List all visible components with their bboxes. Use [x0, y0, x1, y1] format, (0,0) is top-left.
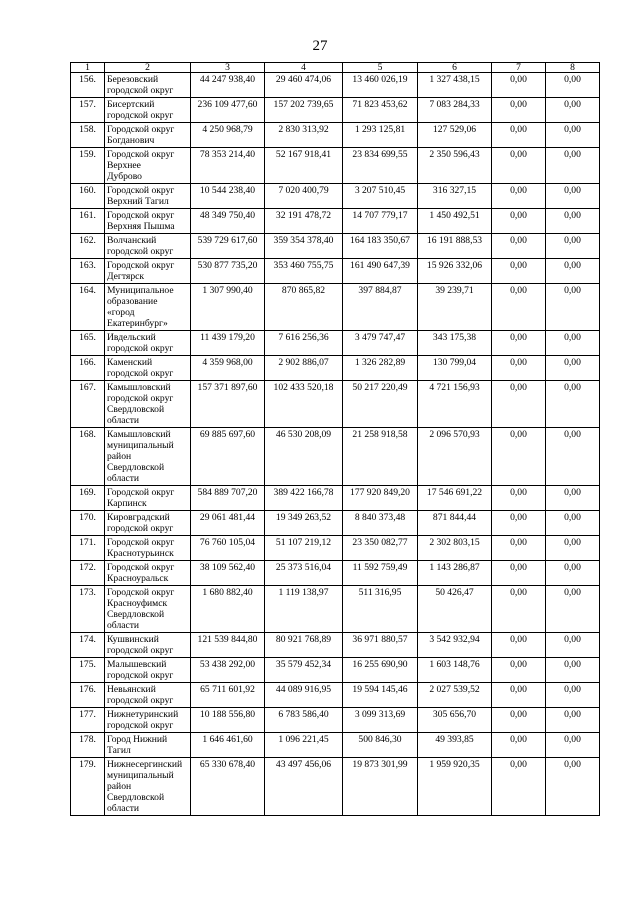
value-col-5: 23 350 082,77: [343, 536, 418, 561]
value-col-5: 3 207 510,45: [343, 184, 418, 209]
value-col-8: 0,00: [546, 683, 600, 708]
value-col-3: 65 711 601,92: [191, 683, 265, 708]
table-row: [71, 184, 600, 209]
table-row: [71, 98, 600, 123]
value-col-7: 0,00: [492, 486, 546, 511]
value-col-4: 7 020 400,79: [265, 184, 343, 209]
value-col-6: 1 327 438,15: [418, 73, 492, 98]
table-row: [71, 536, 600, 561]
table-row: [71, 73, 600, 98]
column-header: 2: [105, 63, 191, 73]
value-col-3: 76 760 105,04: [191, 536, 265, 561]
value-col-3: 11 439 179,20: [191, 331, 265, 356]
value-col-4: 102 433 520,18: [265, 381, 343, 428]
value-col-4: 80 921 768,89: [265, 633, 343, 658]
value-col-6: 4 721 156,93: [418, 381, 492, 428]
value-col-4: 19 349 263,52: [265, 511, 343, 536]
row-number: 162.: [71, 234, 105, 259]
row-number: 165.: [71, 331, 105, 356]
value-col-6: 2 096 570,93: [418, 428, 492, 486]
value-col-8: 0,00: [546, 658, 600, 683]
municipality-name: Камышловский городской округ Свердловской области: [105, 381, 191, 428]
municipality-name: Ивдельский городской округ: [105, 331, 191, 356]
value-col-8: 0,00: [546, 284, 600, 331]
value-col-7: 0,00: [492, 148, 546, 184]
value-col-8: 0,00: [546, 234, 600, 259]
value-col-6: 1 959 920,35: [418, 758, 492, 816]
value-col-5: 11 592 759,49: [343, 561, 418, 586]
value-col-6: 130 799,04: [418, 356, 492, 381]
municipality-name: Нижнесергинский муниципальный район Свердловской области: [105, 758, 191, 816]
row-number: 163.: [71, 259, 105, 284]
value-col-4: 6 783 586,40: [265, 708, 343, 733]
value-col-3: 121 539 844,80: [191, 633, 265, 658]
value-col-5: 161 490 647,39: [343, 259, 418, 284]
value-col-4: 32 191 478,72: [265, 209, 343, 234]
row-number: 160.: [71, 184, 105, 209]
value-col-8: 0,00: [546, 708, 600, 733]
value-col-8: 0,00: [546, 184, 600, 209]
value-col-5: 14 707 779,17: [343, 209, 418, 234]
value-col-3: 584 889 707,20: [191, 486, 265, 511]
value-col-4: 29 460 474,06: [265, 73, 343, 98]
value-col-4: 35 579 452,34: [265, 658, 343, 683]
value-col-8: 0,00: [546, 758, 600, 816]
municipality-name: Бисертский городской округ: [105, 98, 191, 123]
value-col-3: 539 729 617,60: [191, 234, 265, 259]
table-row: [71, 356, 600, 381]
row-number: 174.: [71, 633, 105, 658]
column-header: 3: [191, 63, 265, 73]
row-number: 173.: [71, 586, 105, 633]
column-header: 8: [546, 63, 600, 73]
value-col-4: 157 202 739,65: [265, 98, 343, 123]
value-col-6: 3 542 932,94: [418, 633, 492, 658]
column-header: 4: [265, 63, 343, 73]
value-col-4: 359 354 378,40: [265, 234, 343, 259]
value-col-7: 0,00: [492, 758, 546, 816]
value-col-4: 43 497 456,06: [265, 758, 343, 816]
data-table: [70, 62, 600, 816]
value-col-7: 0,00: [492, 683, 546, 708]
table-row: [71, 331, 600, 356]
value-col-8: 0,00: [546, 123, 600, 148]
value-col-5: 21 258 918,58: [343, 428, 418, 486]
column-header: 6: [418, 63, 492, 73]
value-col-7: 0,00: [492, 331, 546, 356]
value-col-5: 500 846,30: [343, 733, 418, 758]
table-row: [71, 758, 600, 816]
value-col-8: 0,00: [546, 561, 600, 586]
value-col-6: 1 603 148,76: [418, 658, 492, 683]
value-col-5: 1 326 282,89: [343, 356, 418, 381]
row-number: 157.: [71, 98, 105, 123]
table-row: [71, 428, 600, 486]
value-col-7: 0,00: [492, 234, 546, 259]
value-col-4: 1 096 221,45: [265, 733, 343, 758]
value-col-3: 1 307 990,40: [191, 284, 265, 331]
municipality-name: Городской округ Красноуральск: [105, 561, 191, 586]
value-col-6: 871 844,44: [418, 511, 492, 536]
value-col-6: 127 529,06: [418, 123, 492, 148]
value-col-7: 0,00: [492, 536, 546, 561]
value-col-8: 0,00: [546, 428, 600, 486]
column-header: 7: [492, 63, 546, 73]
table-row: [71, 633, 600, 658]
value-col-3: 78 353 214,40: [191, 148, 265, 184]
value-col-5: 8 840 373,48: [343, 511, 418, 536]
row-number: 161.: [71, 209, 105, 234]
table-row: [71, 259, 600, 284]
value-col-8: 0,00: [546, 536, 600, 561]
row-number: 171.: [71, 536, 105, 561]
table-row: [71, 561, 600, 586]
value-col-8: 0,00: [546, 733, 600, 758]
table-row: [71, 658, 600, 683]
row-number: 175.: [71, 658, 105, 683]
value-col-5: 23 834 699,55: [343, 148, 418, 184]
value-col-5: 397 884,87: [343, 284, 418, 331]
page-number: 27: [312, 38, 328, 54]
value-col-4: 25 373 516,04: [265, 561, 343, 586]
value-col-4: 2 902 886,07: [265, 356, 343, 381]
municipality-name: Городской округ Карпинск: [105, 486, 191, 511]
municipality-name: Каменский городской округ: [105, 356, 191, 381]
value-col-7: 0,00: [492, 561, 546, 586]
value-col-3: 29 061 481,44: [191, 511, 265, 536]
value-col-7: 0,00: [492, 209, 546, 234]
row-number: 159.: [71, 148, 105, 184]
value-col-6: 1 143 286,87: [418, 561, 492, 586]
row-number: 176.: [71, 683, 105, 708]
value-col-3: 10 544 238,40: [191, 184, 265, 209]
table-row: [71, 586, 600, 633]
municipality-name: Город Нижний Тагил: [105, 733, 191, 758]
value-col-6: 343 175,38: [418, 331, 492, 356]
row-number: 166.: [71, 356, 105, 381]
value-col-4: 389 422 166,78: [265, 486, 343, 511]
value-col-8: 0,00: [546, 586, 600, 633]
value-col-6: 50 426,47: [418, 586, 492, 633]
municipality-name: Городской округ Богданович: [105, 123, 191, 148]
row-number: 172.: [71, 561, 105, 586]
value-col-3: 10 188 556,80: [191, 708, 265, 733]
value-col-5: 13 460 026,19: [343, 73, 418, 98]
value-col-8: 0,00: [546, 356, 600, 381]
value-col-5: 16 255 690,90: [343, 658, 418, 683]
value-col-6: 16 191 888,53: [418, 234, 492, 259]
value-col-3: 1 646 461,60: [191, 733, 265, 758]
value-col-4: 353 460 755,75: [265, 259, 343, 284]
value-col-4: 870 865,82: [265, 284, 343, 331]
value-col-7: 0,00: [492, 511, 546, 536]
value-col-4: 44 089 916,95: [265, 683, 343, 708]
row-number: 167.: [71, 381, 105, 428]
value-col-6: 2 302 803,15: [418, 536, 492, 561]
value-col-6: 305 656,70: [418, 708, 492, 733]
row-number: 169.: [71, 486, 105, 511]
value-col-5: 511 316,95: [343, 586, 418, 633]
value-col-3: 4 359 968,00: [191, 356, 265, 381]
table-row: [71, 381, 600, 428]
row-number: 156.: [71, 73, 105, 98]
value-col-7: 0,00: [492, 658, 546, 683]
value-col-8: 0,00: [546, 633, 600, 658]
row-number: 170.: [71, 511, 105, 536]
value-col-3: 236 109 477,60: [191, 98, 265, 123]
row-number: 168.: [71, 428, 105, 486]
value-col-6: 1 450 492,51: [418, 209, 492, 234]
value-col-7: 0,00: [492, 259, 546, 284]
value-col-5: 1 293 125,81: [343, 123, 418, 148]
value-col-7: 0,00: [492, 73, 546, 98]
value-col-3: 65 330 678,40: [191, 758, 265, 816]
value-col-8: 0,00: [546, 486, 600, 511]
value-col-7: 0,00: [492, 428, 546, 486]
table-row: [71, 486, 600, 511]
value-col-8: 0,00: [546, 381, 600, 428]
table-header-row: [71, 63, 600, 73]
value-col-5: 71 823 453,62: [343, 98, 418, 123]
value-col-6: 7 083 284,33: [418, 98, 492, 123]
value-col-8: 0,00: [546, 73, 600, 98]
value-col-4: 1 119 138,97: [265, 586, 343, 633]
value-col-8: 0,00: [546, 259, 600, 284]
municipality-name: Малышевский городской округ: [105, 658, 191, 683]
value-col-7: 0,00: [492, 184, 546, 209]
value-col-8: 0,00: [546, 511, 600, 536]
municipality-name: Кушвинский городской округ: [105, 633, 191, 658]
value-col-6: 39 239,71: [418, 284, 492, 331]
column-header: 5: [343, 63, 418, 73]
table-row: [71, 511, 600, 536]
municipality-name: Городской округ Верхняя Пышма: [105, 209, 191, 234]
municipality-name: Камышловский муниципальный район Свердловской области: [105, 428, 191, 486]
value-col-7: 0,00: [492, 284, 546, 331]
value-col-4: 7 616 256,36: [265, 331, 343, 356]
table-row: [71, 683, 600, 708]
value-col-3: 53 438 292,00: [191, 658, 265, 683]
value-col-8: 0,00: [546, 331, 600, 356]
value-col-8: 0,00: [546, 209, 600, 234]
table-row: [71, 123, 600, 148]
value-col-5: 3 479 747,47: [343, 331, 418, 356]
row-number: 177.: [71, 708, 105, 733]
value-col-7: 0,00: [492, 633, 546, 658]
table-row: [71, 284, 600, 331]
value-col-8: 0,00: [546, 98, 600, 123]
value-col-7: 0,00: [492, 381, 546, 428]
municipality-name: Муниципальное образование «город Екатеринбург»: [105, 284, 191, 331]
value-col-3: 48 349 750,40: [191, 209, 265, 234]
row-number: 158.: [71, 123, 105, 148]
row-number: 164.: [71, 284, 105, 331]
value-col-3: 4 250 968,79: [191, 123, 265, 148]
municipality-name: Нижнетуринский городской округ: [105, 708, 191, 733]
value-col-5: 19 594 145,46: [343, 683, 418, 708]
row-number: 179.: [71, 758, 105, 816]
value-col-3: 44 247 938,40: [191, 73, 265, 98]
column-header: 1: [71, 63, 105, 73]
municipality-name: Невьянский городской округ: [105, 683, 191, 708]
value-col-5: 50 217 220,49: [343, 381, 418, 428]
municipality-name: Городской округ Верхнее Дуброво: [105, 148, 191, 184]
value-col-7: 0,00: [492, 586, 546, 633]
table-row: [71, 209, 600, 234]
value-col-5: 19 873 301,99: [343, 758, 418, 816]
value-col-3: 157 371 897,60: [191, 381, 265, 428]
value-col-7: 0,00: [492, 356, 546, 381]
value-col-5: 36 971 880,57: [343, 633, 418, 658]
value-col-4: 51 107 219,12: [265, 536, 343, 561]
value-col-4: 2 830 313,92: [265, 123, 343, 148]
municipality-name: Городской округ Красноуфимск Свердловской области: [105, 586, 191, 633]
value-col-8: 0,00: [546, 148, 600, 184]
value-col-3: 530 877 735,20: [191, 259, 265, 284]
municipality-name: Кировградский городской округ: [105, 511, 191, 536]
value-col-7: 0,00: [492, 123, 546, 148]
value-col-6: 316 327,15: [418, 184, 492, 209]
value-col-7: 0,00: [492, 733, 546, 758]
value-col-5: 177 920 849,20: [343, 486, 418, 511]
value-col-4: 46 530 208,09: [265, 428, 343, 486]
value-col-6: 2 027 539,52: [418, 683, 492, 708]
table-row: [71, 148, 600, 184]
value-col-4: 52 167 918,41: [265, 148, 343, 184]
value-col-6: 15 926 332,06: [418, 259, 492, 284]
municipality-name: Волчанский городской округ: [105, 234, 191, 259]
value-col-6: 49 393,85: [418, 733, 492, 758]
table-row: [71, 234, 600, 259]
value-col-3: 1 680 882,40: [191, 586, 265, 633]
municipality-name: Городской округ Верхний Тагил: [105, 184, 191, 209]
value-col-6: 2 350 596,43: [418, 148, 492, 184]
value-col-6: 17 546 691,22: [418, 486, 492, 511]
value-col-7: 0,00: [492, 708, 546, 733]
municipality-name: Городской округ Краснотурьинск: [105, 536, 191, 561]
value-col-3: 38 109 562,40: [191, 561, 265, 586]
value-col-3: 69 885 697,60: [191, 428, 265, 486]
value-col-5: 3 099 313,69: [343, 708, 418, 733]
municipality-name: Городской округ Дегтярск: [105, 259, 191, 284]
value-col-5: 164 183 350,67: [343, 234, 418, 259]
table-row: [71, 733, 600, 758]
table-row: [71, 708, 600, 733]
municipality-name: Березовский городской округ: [105, 73, 191, 98]
value-col-7: 0,00: [492, 98, 546, 123]
row-number: 178.: [71, 733, 105, 758]
